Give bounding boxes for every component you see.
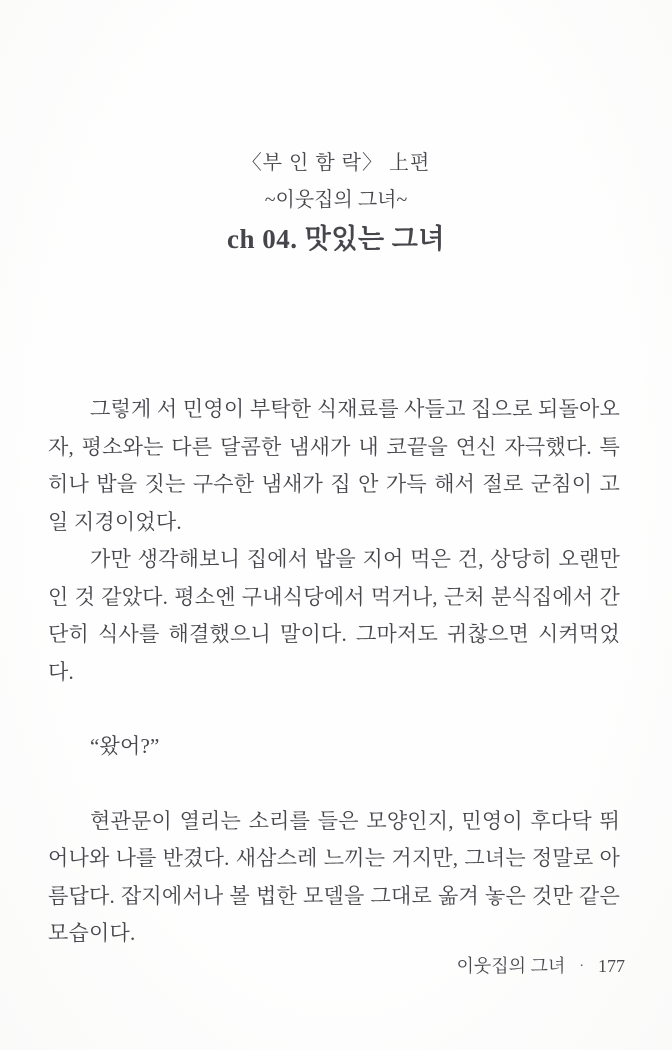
chapter-header [0,150,672,255]
dialogue-line: “왔어?” [90,734,160,758]
footer-separator-dot: · [579,959,584,974]
paragraph: 현관문이 열리는 소리를 들은 모양인지, 민영이 후다닥 뛰어나와 나를 반겼다. 새삼스레 느끼는 거지만, 그녀는 정말로 아름답다. 잡지에서나 볼 법한 모델을 그대로 옮겨 놓은 것만 같은 모습이다. [48,808,620,945]
body-text-block [48,391,620,953]
page-footer [457,954,626,979]
running-title: 이웃집의 그녀 [456,956,566,976]
arc-subtitle: ~이웃집의 그녀~ [264,189,408,211]
paragraph: 그렇게 서 민영이 부탁한 식재료를 사들고 집으로 되돌아오자, 평소와는 다른 달콤한 냄새가 내 코끝을 연신 자극했다. 특히나 밥을 짓는 구수한 냄새가 집 안 가득 해서 절로 군침이 고일 지경이었다. [48,397,620,534]
paragraph: 가만 생각해보니 집에서 밥을 지어 먹은 건, 상당히 오랜만인 것 같았다. 평소엔 구내식당에서 먹거나, 근처 분식집에서 간단히 식사를 해결했으니 말이다. 그마저도 귀찮으면 시켜먹었다. [48,547,620,684]
series-title: 〈부 인 함 락〉 上편 [241,152,431,174]
chapter-heading: ch 04. 맛있는 그녀 [227,224,445,254]
page-number: 177 [598,956,625,976]
